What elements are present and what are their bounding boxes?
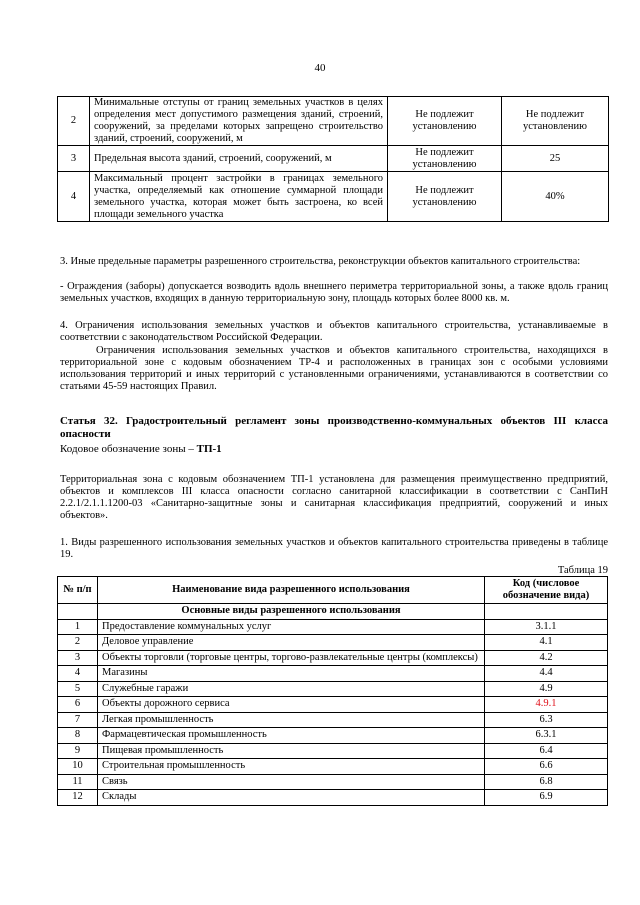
zone-description: Территориальная зона с кодовым обозначением ТП-1 установлена для размещения преимущественно предприятий, объектов и комплексов III класса опасности согласно санитарной классификации в соответствии с СанПиН 2.2.1/2.1.1.1200-03 «Санитарно-защитные зоны и санитарная классификация предприятий, сооружений и иных объектов».	[60, 474, 608, 521]
table-row	[58, 172, 609, 222]
row-name: Фармацевтическая промышленность	[98, 728, 485, 744]
article-heading: Статья 32. Градостроительный регламент зоны производственно-коммунальных объектов III класса опасности	[60, 415, 608, 440]
row-number: 10	[58, 759, 98, 775]
row-value-1: Не подлежит установлению	[388, 172, 502, 222]
table-row	[58, 774, 608, 790]
table-row	[58, 743, 608, 759]
row-code: 6.8	[485, 774, 608, 790]
row-name: Пищевая промышленность	[98, 743, 485, 759]
table-row	[58, 635, 608, 651]
table-row	[58, 619, 608, 635]
row-name: Склады	[98, 790, 485, 806]
table-caption: Таблица 19	[557, 565, 608, 576]
paragraph-4-title: 4. Ограничения использования земельных участков и объектов капитального строительства, устанавливаемые в соответствии с законодательством Российской Федерации.	[60, 320, 608, 343]
row-code: 6.9	[485, 790, 608, 806]
row-code: 6.3	[485, 712, 608, 728]
table-row	[58, 650, 608, 666]
uses-table	[57, 576, 608, 806]
row-number: 5	[58, 681, 98, 697]
row-number: 4	[58, 666, 98, 682]
row-number: 12	[58, 790, 98, 806]
row-value-2: 25	[502, 146, 609, 172]
row-number: 3	[58, 146, 90, 172]
row-code: 6.6	[485, 759, 608, 775]
row-number: 9	[58, 743, 98, 759]
paragraph-4-body: Ограничения использования земельных участков и объектов капитального строительства, находящихся в территориальной зоне с кодовым обозначением ТР-4 и расположенных в границах зон с особыми условиями использования территорий и иных территорий с установленными ограничениями, устанавливаются в соответствии со статьями 45-59 настоящих Правил.	[60, 345, 608, 392]
row-code-highlighted: 4.9.1	[485, 697, 608, 713]
page-number: 40	[314, 62, 326, 74]
table-row	[58, 728, 608, 744]
table-row	[58, 759, 608, 775]
table-row	[58, 146, 609, 172]
row-name: Связь	[98, 774, 485, 790]
row-name: Легкая промышленность	[98, 712, 485, 728]
row-name: Деловое управление	[98, 635, 485, 651]
header-code: Код (числовое обозначение вида)	[485, 577, 608, 604]
table-header-row	[58, 577, 608, 604]
row-description: Минимальные отступы от границ земельных участков в целях определения мест допустимого размещения зданий, строений, сооружений, за пределами которых запрещено строительство зданий, строений, сооружений, м	[90, 97, 388, 146]
limits-table	[57, 96, 609, 222]
table-row	[58, 790, 608, 806]
row-code: 4.1	[485, 635, 608, 651]
row-number: 7	[58, 712, 98, 728]
types-paragraph: 1. Виды разрешенного использования земельных участков и объектов капитального строительства приведены в таблице 19.	[60, 537, 608, 560]
row-value-1: Не подлежит установлению	[388, 97, 502, 146]
row-name: Объекты дорожного сервиса	[98, 697, 485, 713]
row-name: Служебные гаражи	[98, 681, 485, 697]
row-code: 6.3.1	[485, 728, 608, 744]
row-description: Максимальный процент застройки в границах земельного участка, определяемый как отношение суммарной площади земельного участка, которая может быть застроена, ко всей площади земельного участка	[90, 172, 388, 222]
row-name: Объекты торговли (торговые центры, торгово-развлекательные центры (комплексы)	[98, 650, 485, 666]
table-row	[58, 97, 609, 146]
row-number: 3	[58, 650, 98, 666]
header-name: Наименование вида разрешенного использования	[98, 577, 485, 604]
zone-code: ТП-1	[196, 443, 222, 455]
table-row	[58, 697, 608, 713]
row-name: Магазины	[98, 666, 485, 682]
header-number: № п/п	[58, 577, 98, 604]
row-number: 4	[58, 172, 90, 222]
section-row	[58, 604, 608, 620]
row-name: Строительная промышленность	[98, 759, 485, 775]
table-row	[58, 666, 608, 682]
paragraph-3-title: 3. Иные предельные параметры разрешенного строительства, реконструкции объектов капитального строительства:	[60, 256, 581, 267]
paragraph-3-fence: - Ограждения (заборы) допускается возводить вдоль внешнего периметра территориальной зоны, а также вдоль границ земельных участков, входящих в данную территориальную зону, площадь которых более 8000 кв. м.	[60, 281, 608, 304]
table-row	[58, 681, 608, 697]
row-number: 2	[58, 635, 98, 651]
row-code: 4.9	[485, 681, 608, 697]
section-title: Основные виды разрешенного использования	[98, 604, 485, 620]
row-description: Предельная высота зданий, строений, сооружений, м	[90, 146, 388, 172]
row-value-1: Не подлежит установлению	[388, 146, 502, 172]
row-code: 4.2	[485, 650, 608, 666]
row-code: 6.4	[485, 743, 608, 759]
section-spacer	[58, 604, 98, 620]
row-number: 8	[58, 728, 98, 744]
table-row	[58, 712, 608, 728]
row-number: 11	[58, 774, 98, 790]
section-spacer	[485, 604, 608, 620]
row-value-2: 40%	[502, 172, 609, 222]
row-name: Предоставление коммунальных услуг	[98, 619, 485, 635]
zone-code-line	[60, 443, 222, 456]
row-code: 4.4	[485, 666, 608, 682]
row-number: 1	[58, 619, 98, 635]
row-value-2: Не подлежит установлению	[502, 97, 609, 146]
row-number: 6	[58, 697, 98, 713]
zone-code-label: Кодовое обозначение зоны –	[60, 443, 197, 455]
row-number: 2	[58, 97, 90, 146]
row-code: 3.1.1	[485, 619, 608, 635]
